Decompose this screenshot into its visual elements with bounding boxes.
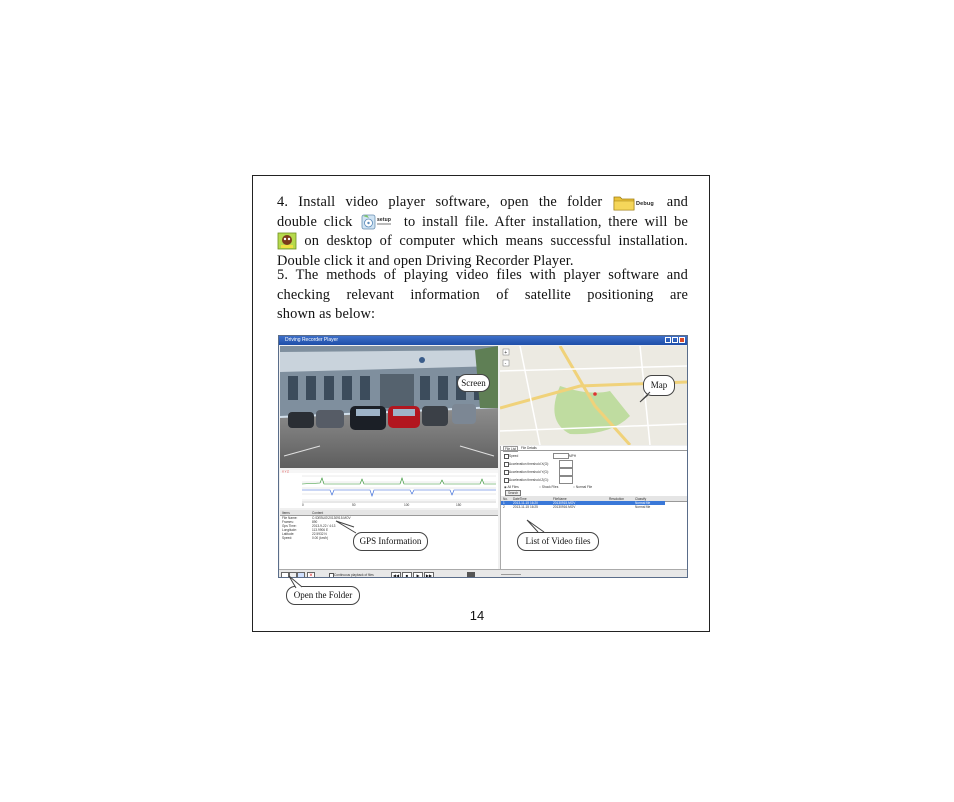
instruction-step-5 [277,266,688,325]
search-button[interactable]: Search [505,490,521,496]
callout-open-the-folder: Open the Folder [286,586,360,605]
step5-line-3: shown as below: [277,306,376,322]
callout-map-tail [636,390,652,404]
speed-label: Speed [509,453,519,458]
tab-file-details[interactable]: File Details [521,446,537,450]
acc-y-input[interactable] [559,468,573,476]
step5-line-2: checking relevant information of satellite positioning are [277,286,688,303]
graph-tick: 0 [302,503,304,507]
graph-tick: 50 [352,503,356,507]
callout-gps-information: GPS Information [353,532,428,551]
folder-caption: Debug [635,201,654,207]
stop-button[interactable]: ■ [402,572,412,579]
next-button[interactable]: ▶▶ [425,572,433,578]
radio-shock-files[interactable]: ○ Shock Files [539,484,559,489]
minimize-icon[interactable] [665,337,671,343]
page-number: 14 [469,608,485,623]
step4-line-3: on desktop of computer which means successful installation. [277,232,688,252]
table-row[interactable]: 2 2013-11-15 16:25 20130916.MOV Normal file [503,505,651,509]
gps-info-table: Items Content File Name: C:\DEBUG\20130915.MOV Frames: 890 Gps Time: 2013-9-22 / 4:13 Longitude: 113.9906 E Latitude: 22.5932 N Speed: 0.00 (km/h) [280,510,498,569]
speed-input[interactable] [553,453,569,459]
step5-line-1: 5. The methods of playing video files with player software and [277,267,688,283]
acc-z-input[interactable] [559,476,573,484]
acc-z-label: Acceleration threshold Z(G): [509,477,549,482]
prev-button[interactable]: ◀◀ [392,572,400,578]
player-toolbar [279,569,687,578]
radio-normal-file[interactable]: ○ Normal File [573,484,593,489]
svg-text:-: - [504,361,507,367]
step4-line-4: Double click it and open Driving Recorder Player. [277,252,574,269]
callout-screen: Screen [457,374,490,392]
acc-y-label: Acceleration threshold Y(G): [509,469,549,474]
setup-caption: setup [377,216,392,223]
svg-text:+: + [504,350,508,356]
close-icon[interactable] [679,337,685,343]
player-screenshot [278,335,688,578]
video-screen[interactable] [280,346,498,468]
radio-all-files[interactable]: ◉ All Files [504,484,519,489]
callout-list-of-video-files: List of Video files [517,532,599,551]
continuous-label: Continuous playback of files [334,572,374,577]
instruction-step-4 [277,193,688,271]
volume-slider[interactable] [501,574,521,575]
maximize-icon[interactable] [672,337,678,343]
acc-x-label: Acceleration threshold X(G): [509,461,550,466]
file-table-header: No. DateTime FileName Resolution Classify [501,496,688,502]
window-title: Driving Recorder Player [285,337,339,343]
window-titlebar [279,336,687,345]
volume-icon[interactable] [467,572,475,578]
gps-header-content: Content [312,510,324,515]
callout-list-tail [524,518,548,536]
acc-x-input[interactable] [559,460,573,468]
gsensor-graph [280,470,498,508]
graph-tick: 150 [456,503,462,507]
speed-unit: MPH [569,453,577,458]
step4-line-2: double click setup to install file. After installation, there will be [277,213,688,233]
graph-tick: 100 [404,503,410,507]
callout-map: Map [643,375,675,396]
close-icon[interactable]: × [307,572,315,579]
svg-text:X Y Z: X Y Z [282,470,289,474]
table-row[interactable]: 1 2013-11-15 16:20 20130915.MOV Normal file [501,501,665,505]
callout-folder-tail [286,574,306,590]
gps-header-items: Items [282,510,290,515]
step4-line-1: 4. Install video player software, open the folder Debug and [277,193,688,213]
play-button[interactable]: ▶ [413,572,423,579]
callout-gps-tail [334,519,358,537]
tab-file-list[interactable]: File List [505,447,516,451]
